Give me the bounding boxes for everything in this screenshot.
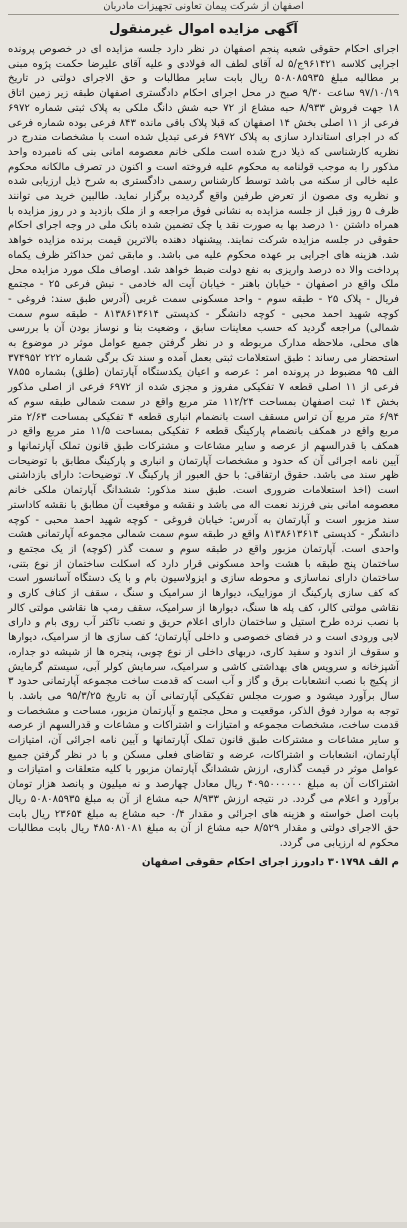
- previous-ad-fragment: اصفهان از شرکت پیمان تعاونی تجهیزات مادربان: [8, 0, 399, 15]
- notice-paragraph: اجرای احکام حقوقی شعبه پنجم اصفهان در نظر دارد جلسه مزایده ای در خصوص پرونده اجرایی کلاسه ۹۶۱۴۲۱ج/۵ له آقای لطف اله فولادی و علیه آقای علیرضا حکمت پژوه مبنی بر مطالبه مبلغ ۵۰۸۰۸۵۹۳۵ ریال بابت سایر مطالبات و حق الاجرای دولتی در تاریخ ۹۷/۱۰/۱۹ ساعت ۹/۳۰ صبح در محل اجرای احکام دادگستری اصفهان طبقه زیر زمین اتاق ۱۸ جهت فروش ۸/۹۳۳ حبه مشاع از ۷۲ حبه شش دانگ ملکی به پلاک ثبتی شماره ۶۹۷۲ فرعی از ۱۱ اصلی بخش ۱۴ اصفهان که قبلا پلاک باقی مانده ۸۴۳ فرعی بوده شماره فرعی که در اجرای استاندارد سازی به پلاک ۶۹۷۲ فرعی تبدیل شده است با مشخصات مندرج در نظریه کارشناسی که ذیلا درج شده است ملکی خانم معصومه امانی بنی که نامبرده واحد مذکور را به موجب قولنامه به محکوم علیه فروخته است و اکنون در تصرف مالکانه محکوم علیه خالی از سکنه می باشد توسط کارشناس رسمی دادگستری به شرح ذیل ارزیابی شده و نظریه وی مصون از تعرض طرفین واقع گردیده برگزار نماید. طالبین خرید می توانند ظرف ۵ روز قبل از جلسه مزایده به نشانی فوق مراجعه و از ملک بازدید و در روز مزایده با همراه داشتن ۱۰ درصد بها به صورت نقد یا چک تضمین شده بانک ملی در وجه اجرای احکام حقوقی در جلسه مزایده شرکت نمایند. پیشنهاد دهنده بالاترین قیمت برنده مزایده خواهد شد. هزینه های اجرایی بر عهده محکوم علیه می باشد. و مابقی ثمن حداکثر ظرف یکماه پرداخت والا ده درصد واریزی به نفع دولت ضبط خواهد شد. اوصاف ملک مورد مزایده محل ملک واقع در اصفهان - خیابان باهنر - خیابان آیت اله خادمی - نبش فرعی ۲۵ - مجتمع فریال - پلاک ۲۵ - طبقه سوم - واحد مسکونی سمت غربی (آدرس طبق سند: فروغی - کوچه شهید احمد محبی - کوچه دانشگر - کدپستی ۸۱۳۸۶۱۳۶۱۴ - طبقه سوم سمت شمالی) مراجعه گردید که حسب معاینات سابق ، وضعیت بنا و نوساز بودن آن با بررسی های محلی، ملاحظه مدارک مربوطه و در نظر گرفتن جمیع عوامل موثر در موضوع به استحضار می رساند : طبق استعلامات ثبتی بعمل آمده و سند تک برگی شماره ۲۲۲ ۳۷۴۹۵۲ الف ۹۵ مضبوط در پرونده امر : عرصه و اعیان یکدستگاه آپارتمان (طلق) بشماره ۷۸۵۵ فرعی از ۱۱ اصلی قطعه ۷ تفکیکی مفروز و مجزی شده از ۶۹۷۲ فرعی از اصلی مذکور بخش ۱۴ ثبت اصفهان بمساحت ۱۱۲/۲۴ متر مربع واقع در سمت شمالی طبقه سوم که ۶/۹۴ متر مربع آن تراس مسقف است بانضمام انباری قطعه ۴ تفکیکی بمساحت ۲/۶۳ متر مربع واقع در همکف بانضمام پارکینگ قطعه ۶ تفکیکی بمساحت ۱۱/۵ متر مربع واقع در همکف با قدرالسهم از عرصه و سایر مشاعات و مشترکات طبق قانون تملک آپارتمانها و آیین نامه اجرائی آن که حدود و مشخصات آپارتمان و انباری و پارکینگ مطابق با توضیحات ظهر سند می باشد. حقوق ارتفاقی: با حق العبور از پارکینگ ۷. توضیحات: دارای بازداشتی است (اخذ استعلامات ضروری است. طبق سند مذکور: ششدانگ آپارتمان ملکی خانم معصومه امانی بنی فرزند نعمت اله می باشد و نقشه و موقعیت آن مطابق با نقشه کاداستر سند مزبور است و آپارتمان به آدرس: خیابان فروغی - کوچه شهید احمد محبی - کوچه دانشگر - کدپستی ۸۱۳۸۶۱۳۶۱۴ واقع در طبقه سوم سمت شمالی مجموعه آپارتمانی هشت واحدی است. آپارتمان مزبور واقع در طبقه سوم و سمت گذر (کوچه) از یک مجتمع و ساختمان پنج طبقه با هشت واحد مسکونی قرار دارد که اسکلت ساختمان از نوع بتنی، ساختمان دارای نماسازی و محوطه سازی و ایزولاسیون بام و با یک دستگاه آسانسور است که کف سازی پارکینگ از موزاییک، دیوارها از سرامیک و سنگ ، سقف از کناف کاری و نقاشی مولتی کالر، کف پله ها سنگ، دیوارها از سرامیک، سقف رمپ ها نقاشی مولتی کالر با نصب نرده طرح استیل و ساختمان دارای اعلام حریق و نصب تاکتر آب روی بام و دارای لابی ورودی است و در فضای خصوصی و داخلی آپارتمان؛ کف سازی ها از سرامیک، دیوارها و سقوف از اندود و سفید کاری، دربهای داخلی از نوع چوبی، پنجره ها از شیشه دو جداره، آشپزخانه و سرویس های بهداشتی کاشی و سرامیک، سرمایش کولر آبی، سیستم گرمایش از پکیج با نصب انشعابات برق و گاز و آب است که قدمت ساخت مجموعه آپارتمانی حدود ۳ سال برآورد میشود و صورت مجلس تفکیکی آپارتمانی آن به تاریخ ۹۵/۳/۲۵ می باشد. با توجه به موارد فوق الذکر، موقعیت و محل مجتمع و آپارتمان مزبور، مساحت و مشخصات و قدمت ساخت، مشخصات مجموعه و امتیازات و اشتراکات و مشاعات و قدرالسهم از عرصه و سایر مشاعات و مشترکات طبق قانون تملک آپارتمانها و آیین نامه اجرائی آن، امتیازات آپارتمان، انشعابات و اشتراکات، عرضه و تقاضای فعلی مسکن و با در نظر گرفتن جمیع عوامل موثر در قیمت گذاری، ارزش ششدانگ آپارتمان مزبور با کلیه متعلقات و امتیازات و اشتراکات آن به مبلغ ۴۰۹۵۰۰۰۰۰۰ ریال معادل چهارصد و نه میلیون و پانصد هزار تومان برآورد و اعلام می گردد. در نتیجه ارزش ۸/۹۳۳ حبه مشاع از آن به مبلغ ۵۰۸۰۸۵۹۳۵ ریال بابت اصل خواسته و هزینه های اجرائی و مقدار ۰/۴ حبه مشاع به مبلغ ۲۳۶۵۴ ریال بابت حق الاجرای دولتی و مقدار ۸/۵۲۹ حبه مشاع از آن به مبلغ ۴۸۵۰۸۱۰۸۱ ریال بابت مطالبات محکوم له ارزیابی می گردد.: [8, 44, 400, 849]
- notice-signature: م الف ۳۰۱۷۹۸ دادورز اجرای احکام حقوقی اصفهان: [141, 856, 399, 868]
- clipping-edge: [0, 1222, 407, 1228]
- notice-body: [8, 43, 399, 852]
- notice-title: آگهی مزایده اموال غیرمنقول: [109, 22, 298, 37]
